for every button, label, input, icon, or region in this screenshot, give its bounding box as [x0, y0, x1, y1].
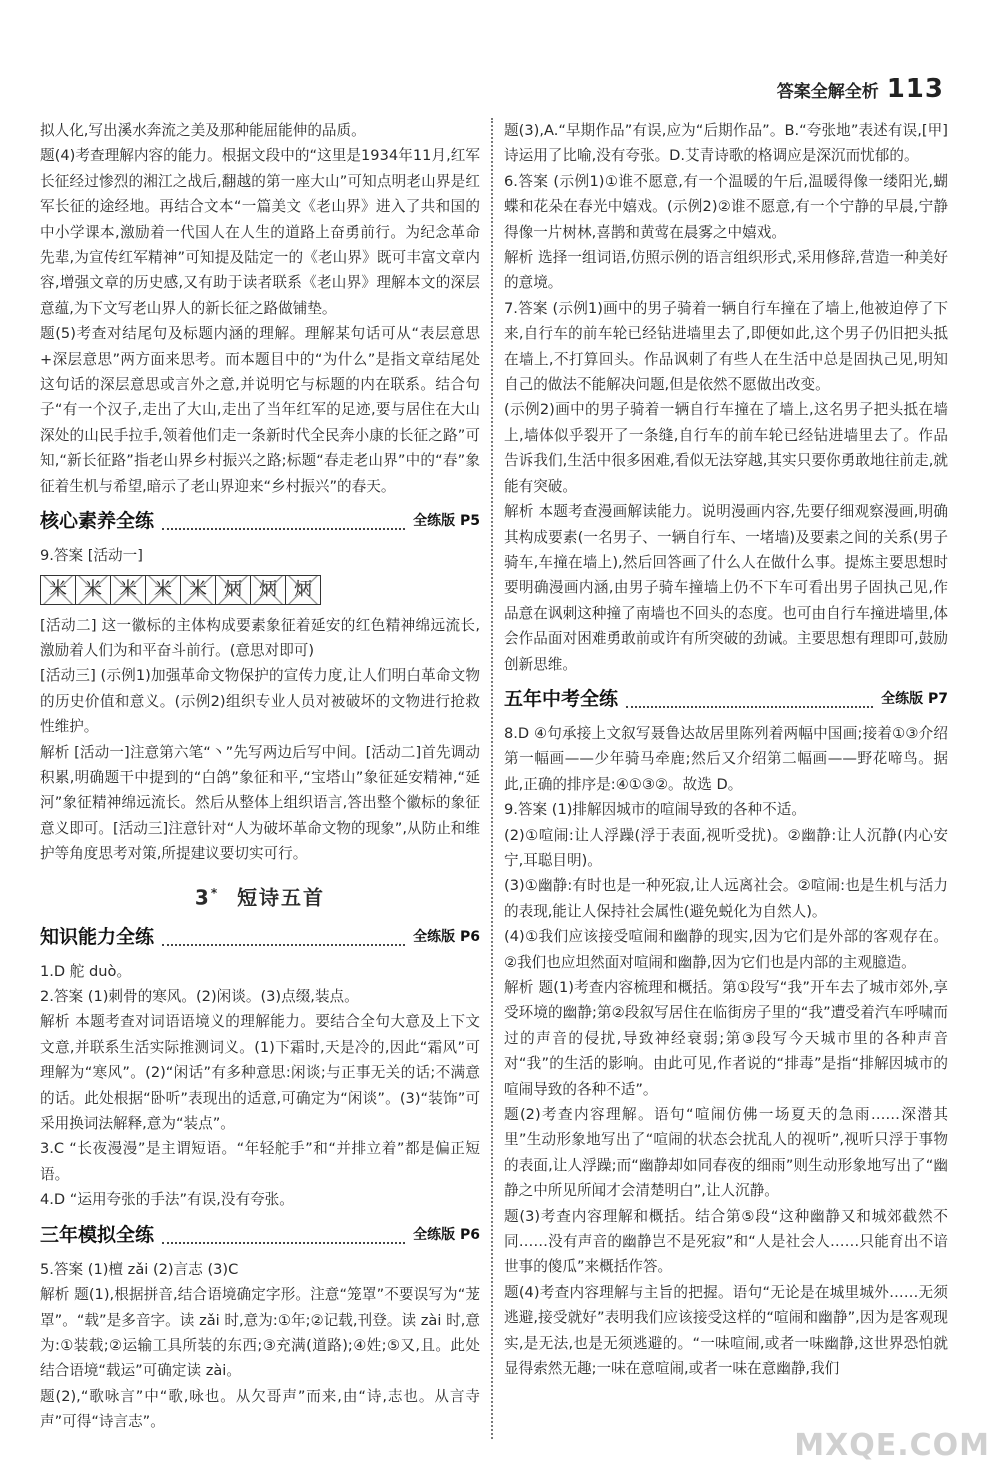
answer: 5.答案 (1)檀 zǎi (2)言志 (3)C — [40, 1260, 239, 1278]
dotted-leader — [162, 1228, 405, 1244]
analysis: 解析 题(1)考查内容梳理和概括。第①段写“我”开车去了城市郊外,享受环境的幽静;第②段叙写居住在临街房子里的“我”遭受着汽车呼啸而过的声音的侵扰,导致神经衰弱;第③段写今天城市里的各种声音对“我”的生活的影响。由此可见,作者说的“排毒”是指“排解因城市的喧闹导致的各种不适”。 — [504, 979, 948, 1098]
section-ref: 全练版 P5 — [413, 513, 480, 530]
paragraph: 题(3)考查内容理解和概括。结合第⑤段“这种幽静又和城郊截然不同……没有声音的幽静岂不是死寂”和“人是社会人……只能育出不谙世事的傻瓜”来概括作答。 — [504, 1207, 948, 1276]
analysis: 解析 本题考查对词语语境义的理解能力。要结合全句大意及上下文文意,并联系生活实际推测词义。(1)下霜时,天是冷的,因此“霜风”可理解为“寒风”。(2)“闲话”有多种意思:闲谈;与正事无关的话;不满意的话。此处根据“卧听”表现出的适意,可确定为“闲谈”。(3)“装饰”可采用换词法解释,意为“装点”。 — [40, 1013, 480, 1133]
paragraph: 题(4)考查内容理解与主旨的把握。语句“无论是在城里城外……无须逃避,接受就好”表明我们应该接受这样的“喧闹和幽静”,因为是客观现实,是无法,也是无须逃避的。“一味喧闹,或者一味幽静,这世界恐怕就显得索然无趣;一味在意喧闹,或者一味在意幽静,我们 — [504, 1283, 948, 1378]
section-title: 核心素养全练 — [40, 510, 155, 533]
paragraph: 题(4)考查理解内容的能力。根据文段中的“这里是1934年11月,红军长征经过惨烈的湘江之战后,翻越的第一座大山”可知点明老山界是红军长征的途经地。再结合文本“一篇美文《老山界》进入了共和国的中小学课本,激励着一代国人在人生的道路上奋勇前行。为纪念革命先辈,为宣传红军精神”可知提及陆定一的《老山界》既可丰富文章内容,增强文章的历史感,又有助于读者联系《老山界》理解本文的深层意蕴,为下文写老山界人的新长征之路做铺垫。 — [40, 147, 480, 317]
section-title: 三年模拟全练 — [40, 1223, 155, 1246]
paragraph: (3)①幽静:有时也是一种死寂,让人远离社会。②喧闹:也是生机与活力的表现,能让人保持社会属性(避免蜕化为自然人)。 — [504, 877, 948, 920]
paragraph: 拟人化,写出溪水奔流之美及那种能屈能伸的品质。 — [40, 122, 366, 139]
answer-head: 9.答案 [活动一] — [40, 547, 143, 565]
grid-cell: 米 — [110, 575, 146, 605]
section-header — [40, 505, 480, 539]
grid-cell: 炳 — [250, 575, 286, 605]
lesson-number: 3 — [194, 885, 211, 910]
paragraph: 题(5)考查对结尾句及标题内涵的理解。理解某句话可从“表层意思+深层意思”两方面来思考。而本题目中的“为什么”是指文章结尾处这句话的深层意思或言外之意,并说明它与标题的内在联系。结合句子“有一个汉子,走出了大山,走出了当年红军的足迹,要与居住在大山深处的山民手拉手,领着他们走一条新时代全民奔小康的长征之路”可知,“新长征路”指老山界乡村振兴之路;标题“春走老山界”中的“春”象征着生机与希望,暗示了老山界迎来“乡村振兴”的春天。 — [40, 325, 480, 495]
paragraph: 题(3),A.“早期作品”有误,应为“后期作品”。B.“夸张地”表述有误,[甲]诗运用了比喻,没有夸张。D.艾青诗歌的格调应是深沉而忧郁的。 — [504, 122, 948, 165]
character-grid — [40, 575, 480, 605]
analysis: 解析 [活动一]注意第六笔“丶”先写两边后写中间。[活动二]首先调动积累,明确题干中提到的“白鸽”象征和平,“宝塔山”象征延安精神,“延河”象征精神绵远流长。然后从整体上组织语言,答出整个徽标的象征意义即可。[活动三]注意针对“人为破坏革命文物的现象”,从防止和维护等角度思考对策,所提建议要切实可行。 — [40, 743, 480, 863]
grid-cell: 米 — [145, 575, 181, 605]
analysis: 解析 题(1),根据拼音,结合语境确定字形。注意“笼罩”不要误写为“茏罩”。“载”是多音字。读 zǎi 时,意为:①年;②记载,刊登。读 zài 时,意为:①装载;②运输工具所装的东西;③充满(道路);④姓;⑤又,且。此处结合语境“载运”可确定读 zài。 — [40, 1286, 480, 1380]
answer: 4.D “运用夸张的手法”有误,没有夸张。 — [40, 1191, 294, 1209]
section-title: 五年中考全练 — [504, 688, 619, 711]
section-header — [40, 1219, 480, 1253]
grid-cell: 炳 — [215, 575, 251, 605]
lesson-name: 短诗五首 — [237, 885, 326, 910]
answer: 8.D ④句承接上文叙写聂鲁达故居里陈列着两幅中国画;接着①③介绍第一幅画——少年骑马牵鹿;然后又介绍第二幅画——野花啼鸟。据此,正确的排序是:④①③②。故选 D。 — [504, 724, 948, 793]
dotted-leader — [162, 930, 405, 946]
answer: 3.C “长夜漫漫”是主谓短语。“年轻舵手”和“并排立着”都是偏正短语。 — [40, 1140, 480, 1183]
answer: 7.答案 (示例1)画中的男子骑着一辆自行车撞在了墙上,他被迫停了下来,自行车的前车轮已经钻进墙里去了,即便如此,这个男子仍旧把头抵在墙上,不打算回头。作品讽刺了有些人在生活中总是固执己见,明知自己的做法不能解决问题,但是依然不愿做出改变。 — [504, 299, 948, 394]
dotted-leader — [626, 692, 873, 708]
lesson-title — [40, 881, 480, 911]
paragraph: (2)①喧闹:让人浮躁(浮于表面,视听受扰)。②幽静:让人沉静(内心安宁,耳聪目明)。 — [504, 826, 948, 869]
paragraph: [活动二] 这一徽标的主体构成要素象征着延安的红色精神绵远流长,激励着人们为和平奋斗前行。(意思对即可) — [40, 616, 480, 659]
paragraph: 题(2)考查内容理解。语句“喧闹仿佛一场夏天的急雨……深潜其里”生动形象地写出了“喧闹的状态会扰乱人的视听”,视听只浮于事物的表面,让人浮躁;而“幽静却如同春夜的细雨”则生动形象地写出了“幽静之中所见所闻才会清楚明白”,让人沉静。 — [504, 1106, 948, 1200]
grid-cell: 米 — [180, 575, 216, 605]
answer: 1.D 舵 duò。 — [40, 962, 132, 980]
section-header — [40, 921, 480, 955]
paragraph: (示例2)画中的男子骑着一辆自行车撞在了墙上,这名男子把头抵在墙上,墙体似乎裂开了一条缝,自行车的前车轮已经钻进墙里去了。作品告诉我们,生活中很多困难,看似无法穿越,其实只要你勇敢地往前走,就能有突破。 — [504, 401, 948, 495]
page-number: 113 — [886, 74, 944, 104]
section-ref: 全练版 P7 — [881, 691, 948, 708]
page-header — [777, 74, 944, 104]
answer: 6.答案 (示例1)①谁不愿意,有一个温暖的午后,温暖得像一缕阳光,蝴蝶和花朵在春光中嬉戏。(示例2)②谁不愿意,有一个宁静的早晨,宁静得像一片树林,喜鹊和黄莺在晨雾之中嬉戏。 — [504, 172, 948, 241]
grid-cell: 炳 — [285, 575, 321, 605]
answer: 2.答案 (1)刺骨的寒风。(2)闲谈。(3)点缀,装点。 — [40, 988, 359, 1006]
section-ref: 全练版 P6 — [413, 1226, 480, 1243]
lesson-star: * — [210, 885, 220, 900]
section-header — [504, 683, 948, 717]
column-divider — [491, 118, 493, 1439]
section-title: 知识能力全练 — [40, 925, 155, 948]
left-column — [40, 118, 480, 1441]
grid-cell: 米 — [40, 575, 76, 605]
paragraph: [活动三] (示例1)加强革命文物保护的宣传力度,让人们明白革命文物的历史价值和意义。(示例2)组织专业人员对被破坏的文物进行抢救性维护。 — [40, 667, 480, 736]
section-ref: 全练版 P6 — [413, 928, 480, 945]
analysis: 解析 本题考查漫画解读能力。说明漫画内容,先要仔细观察漫画,明确其构成要素(一名男子、一辆自行车、一堵墙)及要素之间的关系(男子骑车,车撞在墙上),然后回答画了什么人在做什么事。提炼主要思想时要明确漫画内涵,由男子骑车撞墙上仍不下车可看出男子固执己见,作品意在讽刺这种撞了南墙也不回头的态度。也可由自行车撞进墙里,体会作品面对困难勇敢前或许有所突破的劲诫。主要思想有理即可,鼓励创新思维。 — [504, 503, 948, 673]
grid-cell: 米 — [75, 575, 111, 605]
answer: 9.答案 (1)排解因城市的喧闹导致的各种不适。 — [504, 801, 806, 819]
analysis: 解析 选择一组词语,仿照示例的语言组织形式,采用修辞,营造一种美好的意境。 — [504, 249, 948, 292]
watermark: MXQE.COM — [794, 1428, 990, 1463]
paragraph: (4)①我们应该接受喧闹和幽静的现实,因为它们是外部的客观存在。②我们也应坦然面对喧闹和幽静,因为它们也是内部的主观臆造。 — [504, 928, 948, 971]
right-column — [504, 118, 948, 1441]
paragraph: 题(2),“歌咏言”中“歌,咏也。从欠哥声”而来,由“诗,志也。从言寺声”可得“诗言志”。 — [40, 1387, 480, 1431]
header-label: 答案全解全析 — [776, 81, 879, 102]
dotted-leader — [162, 514, 405, 530]
